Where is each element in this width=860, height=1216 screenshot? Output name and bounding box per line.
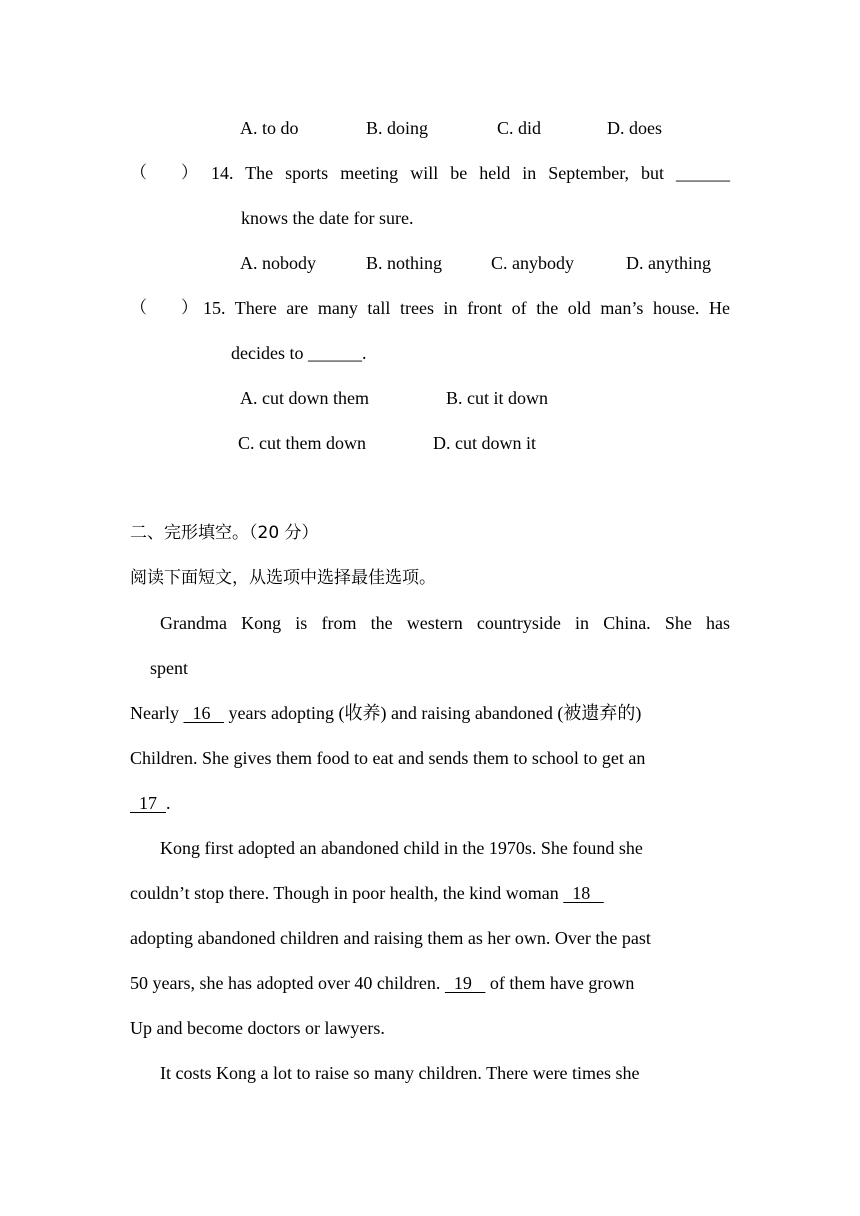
q15-answer-paren: （ ） [130, 298, 198, 318]
section2-instruction: 阅读下面短文，从选项中选择最佳选项。 [130, 568, 436, 588]
q14-option-b: B. nothing [366, 253, 443, 273]
passage-line3-end: years adopting (收养) and raising abandoned (被遗弃的) [223, 703, 642, 723]
blank-18: 18 [563, 883, 604, 903]
section2-heading: 二、完形填空。（20 分） [130, 523, 319, 543]
q15-option-a: A. cut down them [240, 388, 369, 408]
passage-line3-start: Nearly [130, 703, 179, 723]
passage-p2-line2 [130, 881, 604, 905]
passage-line4: Children. She gives them food to eat and sends them to school to get an [130, 748, 646, 768]
blank-17: 17 [130, 793, 166, 813]
q13-option-c: C. did [497, 118, 542, 138]
q13-option-a: A. to do [240, 118, 299, 138]
passage-line5-period: . [166, 793, 171, 813]
q15-option-b: B. cut it down [446, 388, 548, 408]
q15-stem-line2: decides to ______. [231, 343, 367, 363]
q15-stem-line1: 15. There are many tall trees in front of the old man’s house. He [203, 298, 730, 318]
passage-p2-line1: Kong first adopted an abandoned child in the 1970s. She found she [160, 838, 643, 858]
passage-p1-line1: Grandma Kong is from the western countryside in China. She has [160, 613, 730, 633]
q14-option-a: A. nobody [240, 253, 316, 273]
passage-p1-line2: spent [150, 658, 188, 678]
passage-line5 [130, 791, 171, 815]
q14-option-c: C. anybody [491, 253, 574, 273]
q15-option-c: C. cut them down [238, 433, 366, 453]
q15-option-d: D. cut down it [433, 433, 536, 453]
q13-option-b: B. doing [366, 118, 429, 138]
passage-p2-line5: Up and become doctors or lawyers. [130, 1018, 385, 1038]
blank-16: 16 [183, 703, 224, 723]
passage-p2-line4-start: 50 years, she has adopted over 40 children. [130, 973, 445, 993]
passage-line3 [130, 701, 641, 725]
passage-p2-line3: adopting abandoned children and raising them as her own. Over the past [130, 928, 651, 948]
q13-option-d: D. does [607, 118, 662, 138]
passage-p2-line2-start: couldn’t stop there. Though in poor health, the kind woman [130, 883, 564, 903]
q14-stem-line2: knows the date for sure. [241, 208, 414, 228]
q14-option-d: D. anything [626, 253, 711, 273]
passage-p3-line1: It costs Kong a lot to raise so many children. There were times she [160, 1063, 640, 1083]
passage-p2-line4 [130, 971, 634, 995]
blank-19: 19 [444, 973, 486, 993]
passage-p2-line4-end: of them have grown [485, 973, 635, 993]
q14-stem-line1: 14. The sports meeting will be held in September, but ______ [211, 163, 730, 183]
q14-answer-paren: （ ） [130, 163, 198, 183]
